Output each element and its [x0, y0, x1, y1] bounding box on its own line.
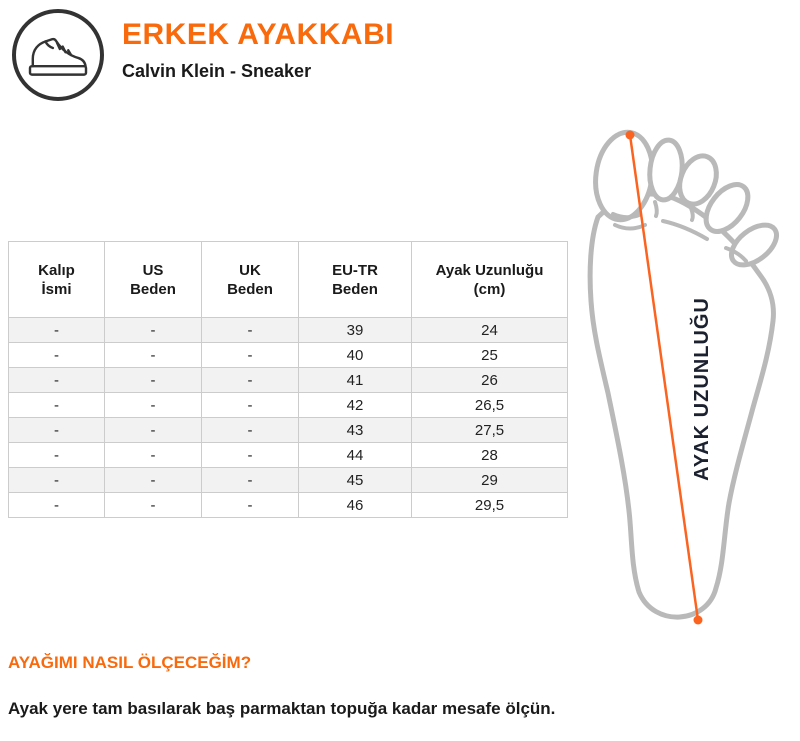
how-to-measure-heading: AYAĞIMI NASIL ÖLÇECEĞİM?: [8, 653, 252, 672]
table-row: [9, 493, 568, 518]
page-title: ERKEK AYAKKABI: [122, 18, 395, 51]
table-cell: -: [105, 418, 202, 443]
table-cell: 28: [412, 443, 568, 468]
table-cell: 40: [299, 343, 412, 368]
table-cell: 25: [412, 343, 568, 368]
table-cell: -: [202, 343, 299, 368]
table-row: [9, 318, 568, 343]
table-cell: -: [202, 368, 299, 393]
table-cell: 41: [299, 368, 412, 393]
table-cell: 44: [299, 443, 412, 468]
table-cell: 45: [299, 468, 412, 493]
column-header-eu-tr-beden: EU-TR Beden: [299, 242, 412, 318]
table-cell: -: [105, 343, 202, 368]
how-to-measure-text: Ayak yere tam basılarak baş parmaktan topuğa kadar mesafe ölçün.: [8, 699, 556, 718]
table-cell: 29,5: [412, 493, 568, 518]
sneaker-icon: [16, 13, 100, 97]
table-cell: 43: [299, 418, 412, 443]
table-cell: -: [9, 493, 105, 518]
table-row: [9, 418, 568, 443]
toe-crease: [691, 208, 693, 220]
table-row: [9, 393, 568, 418]
measurement-dot-top: [626, 131, 635, 140]
table-row: [9, 443, 568, 468]
table-cell: 26,5: [412, 393, 568, 418]
table-cell: -: [105, 493, 202, 518]
table-cell: 29: [412, 468, 568, 493]
table-row: [9, 468, 568, 493]
table-cell: -: [9, 318, 105, 343]
size-table: [8, 241, 568, 518]
table-cell: -: [9, 468, 105, 493]
table-cell: -: [202, 468, 299, 493]
table-row: [9, 343, 568, 368]
table-cell: -: [105, 468, 202, 493]
column-header-kalip-ismi: Kalıp İsmi: [9, 242, 105, 318]
table-cell: -: [9, 343, 105, 368]
column-header-us-beden: US Beden: [105, 242, 202, 318]
table-cell: 46: [299, 493, 412, 518]
table-cell: -: [105, 368, 202, 393]
table-cell: -: [202, 393, 299, 418]
table-cell: -: [105, 443, 202, 468]
measurement-dot-bottom: [694, 616, 703, 625]
table-cell: -: [105, 393, 202, 418]
table-header-row: [9, 242, 568, 318]
table-cell: -: [202, 318, 299, 343]
table-cell: -: [9, 393, 105, 418]
table-row: [9, 368, 568, 393]
column-header-ayak-uzunlugu: Ayak Uzunluğu (cm): [412, 242, 568, 318]
table-cell: -: [202, 418, 299, 443]
toe-crease: [655, 202, 657, 216]
table-cell: -: [9, 443, 105, 468]
table-cell: -: [202, 493, 299, 518]
foot-length-label: AYAK UZUNLUĞU: [691, 297, 713, 481]
table-cell: 27,5: [412, 418, 568, 443]
page-subtitle: Calvin Klein - Sneaker: [122, 61, 312, 81]
column-header-uk-beden: UK Beden: [202, 242, 299, 318]
table-cell: -: [9, 368, 105, 393]
table-cell: -: [202, 443, 299, 468]
table-cell: 24: [412, 318, 568, 343]
table-cell: 42: [299, 393, 412, 418]
table-cell: 39: [299, 318, 412, 343]
table-cell: -: [9, 418, 105, 443]
foot-illustration: [570, 125, 800, 635]
table-cell: -: [105, 318, 202, 343]
category-icon-circle: [12, 9, 104, 101]
table-cell: 26: [412, 368, 568, 393]
